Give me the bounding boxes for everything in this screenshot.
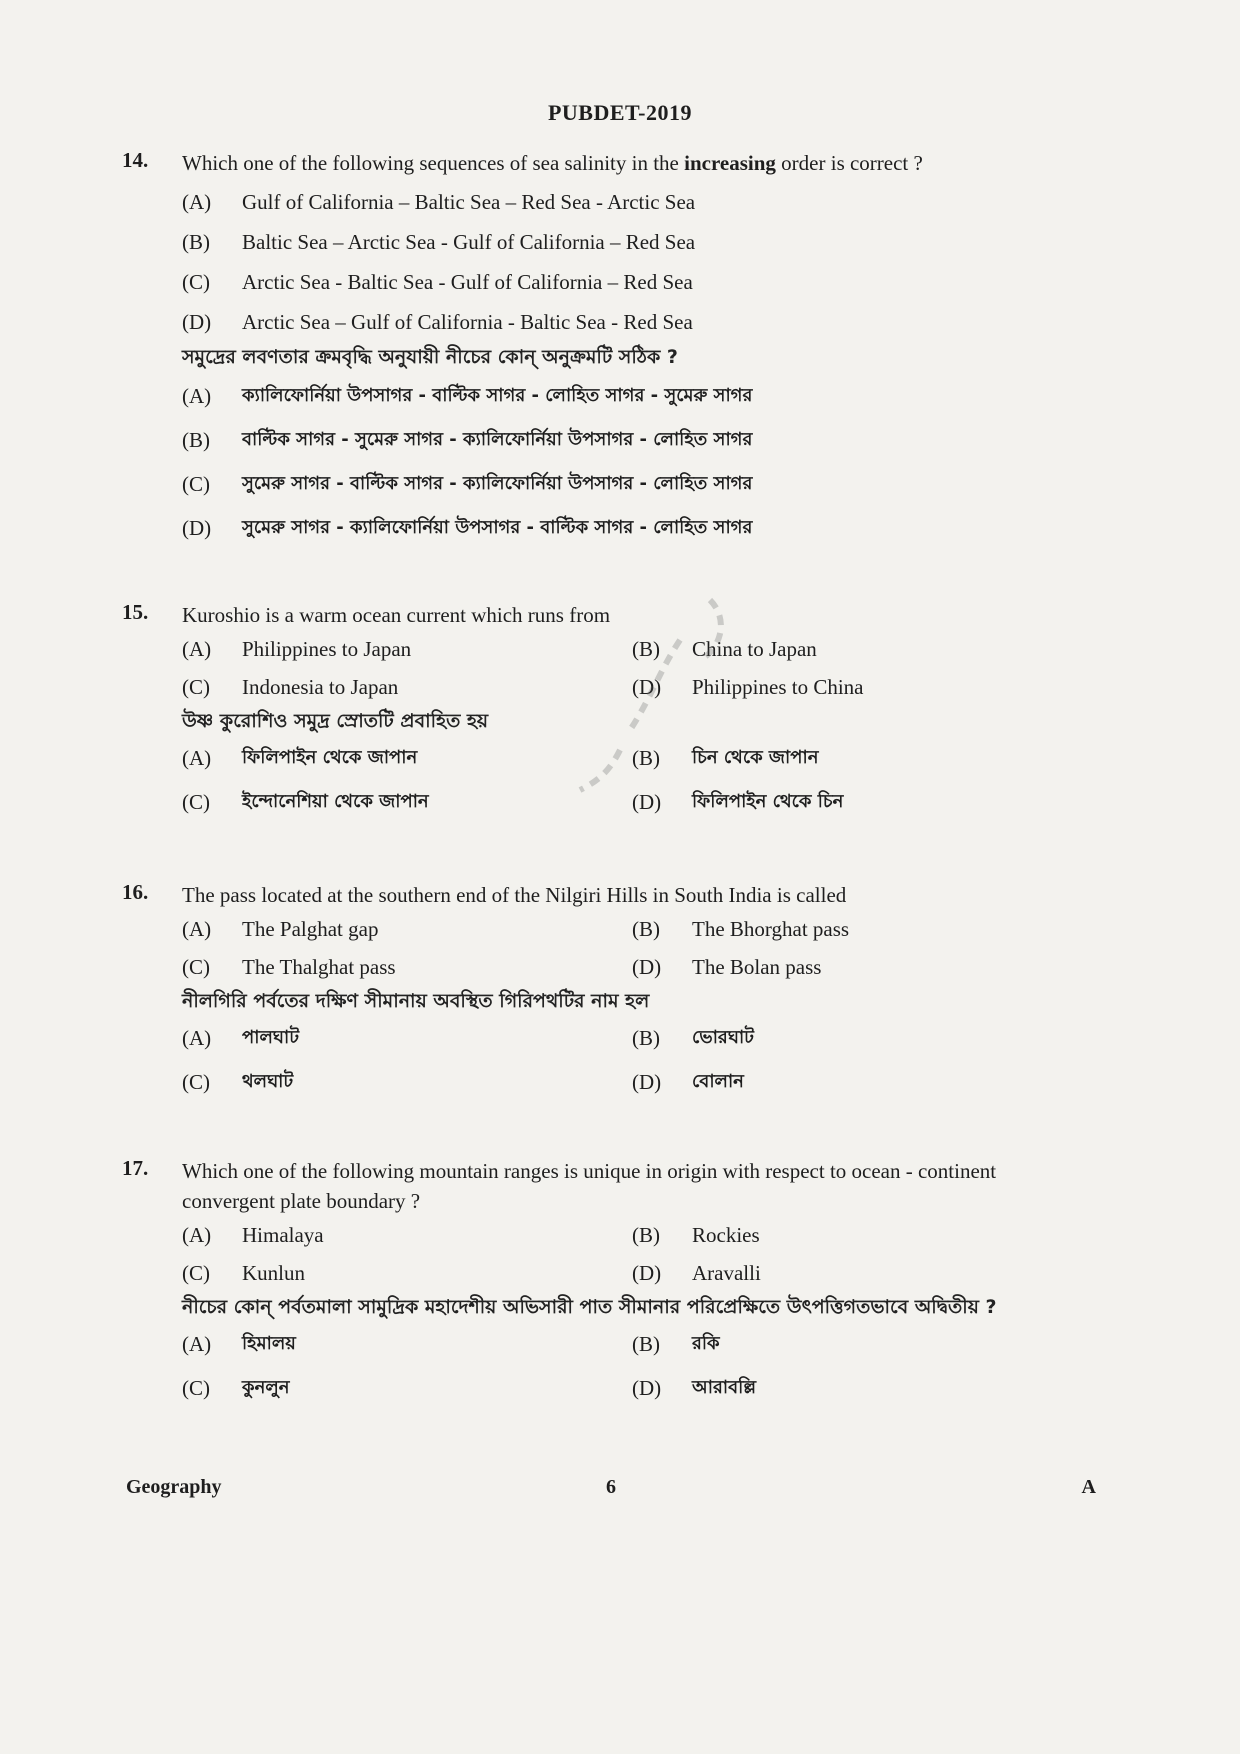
option-b-bn: (B) চিন থেকে জাপান [632,746,819,770]
question-14 [122,148,1082,550]
option-b-bn: (B) রকি [632,1332,720,1356]
option-c-bn: (C) কুনলুন [182,1376,290,1400]
question-text: Kuroshio is a warm ocean current which runs from [182,603,611,627]
question-15 [122,600,1082,824]
option-a: (A) Gulf of California – Baltic Sea – Red Sea - Arctic Sea [182,190,696,214]
options-row-2-bn [182,1060,1082,1104]
option-d: (D) Arctic Sea – Gulf of California - Baltic Sea - Red Sea [182,310,693,334]
options-row-2 [182,1254,1082,1292]
option-c: (C) The Thalghat pass [182,955,396,979]
footer-set-code: A [1081,1476,1096,1498]
options-row-1 [182,630,1082,668]
option-a-bn: (A) ক্যালিফোর্নিয়া উপসাগর - বাল্টিক সাগর - লোহিত সাগর - সুমেরু সাগর [182,384,753,408]
question-text-bengali: নীলগিরি পর্বতের দক্ষিণ সীমানায় অবস্থিত গিরিপথটির নাম হল [182,990,650,1012]
option-b-bn: (B) ভোরঘাট [632,1026,754,1050]
options-bengali [182,374,1082,550]
option-a: (A) Philippines to Japan [182,637,412,661]
options-english [182,630,1082,706]
options-english [182,1216,1082,1292]
options-english [182,182,1082,342]
option-c: (C) Kunlun [182,1261,305,1285]
page-header: PUBDET-2019 [547,100,693,125]
options-row-1 [182,910,1082,948]
option-b: (B) China to Japan [632,637,817,661]
options-bengali [182,736,1082,824]
option-d-bn: (D) ফিলিপাইন থেকে চিন [632,790,844,814]
option-a: (A) The Palghat gap [182,917,379,941]
question-number: 15. [122,600,149,624]
option-d-bn: (D) বোলান [632,1070,744,1094]
option-c-bn: (C) সুমেরু সাগর - বাল্টিক সাগর - ক্যালিফোর্নিয়া উপসাগর - লোহিত সাগর [182,472,753,496]
option-a: (A) Himalaya [182,1223,324,1247]
options-row-2 [182,948,1082,986]
question-16 [122,880,1082,1104]
option-d: (D) Philippines to China [632,675,864,699]
option-d-bn: (D) সুমেরু সাগর - ক্যালিফোর্নিয়া উপসাগর - বাল্টিক সাগর - লোহিত সাগর [182,516,753,540]
options-english [182,910,1082,986]
question-17 [122,1156,1082,1410]
footer-subject: Geography [126,1476,222,1498]
option-c: (C) Arctic Sea - Baltic Sea - Gulf of California – Red Sea [182,270,693,294]
footer-page-number: 6 [606,1476,616,1498]
options-row-1 [182,1216,1082,1254]
question-text-bengali: উষ্ণ কুরোশিও সমুদ্র স্রোতটি প্রবাহিত হয় [182,710,489,732]
option-b: (B) Rockies [632,1223,760,1247]
options-row-1-bn [182,1016,1082,1060]
question-number: 14. [122,148,149,172]
options-row-2-bn [182,780,1082,824]
options-bengali [182,1322,1082,1410]
options-row-2-bn [182,1366,1082,1410]
option-c-bn: (C) থলঘাট [182,1070,294,1094]
options-row-2 [182,668,1082,706]
option-c-bn: (C) ইন্দোনেশিয়া থেকে জাপান [182,790,429,814]
option-a-bn: (A) হিমালয় [182,1332,296,1356]
option-b: (B) The Bhorghat pass [632,917,850,941]
question-text: Which one of the following mountain ranges is unique in origin with respect to ocean - continent convergent plate boundary ? [182,1159,997,1213]
option-b: (B) Baltic Sea – Arctic Sea - Gulf of California – Red Sea [182,230,696,254]
option-b-bn: (B) বাল্টিক সাগর - সুমেরু সাগর - ক্যালিফোর্নিয়া উপসাগর - লোহিত সাগর [182,428,753,452]
option-c: (C) Indonesia to Japan [182,675,399,699]
option-d: (D) Aravalli [632,1261,761,1285]
question-number: 16. [122,880,149,904]
option-a-bn: (A) পালঘাট [182,1026,299,1050]
options-bengali [182,1016,1082,1104]
question-number: 17. [122,1156,149,1180]
option-d-bn: (D) আরাবল্লি [632,1376,757,1400]
options-row-1-bn [182,1322,1082,1366]
option-a-bn: (A) ফিলিপাইন থেকে জাপান [182,746,418,770]
question-text: The pass located at the southern end of the Nilgiri Hills in South India is called [182,883,847,907]
question-text: Which one of the following sequences of sea salinity in the increasing order is correct ? [182,151,923,175]
question-text-bengali: সমুদ্রের লবণতার ক্রমবৃদ্ধি অনুযায়ী নীচের কোন্ অনুক্রমটি সঠিক ? [182,346,678,368]
option-d: (D) The Bolan pass [632,955,822,979]
question-text-bengali: নীচের কোন্ পর্বতমালা সামুদ্রিক মহাদেশীয় অভিসারী পাত সীমানার পরিপ্রেক্ষিতে উৎপত্তিগতভাবে অদ্বিতীয় ? [182,1296,997,1318]
options-row-1-bn [182,736,1082,780]
